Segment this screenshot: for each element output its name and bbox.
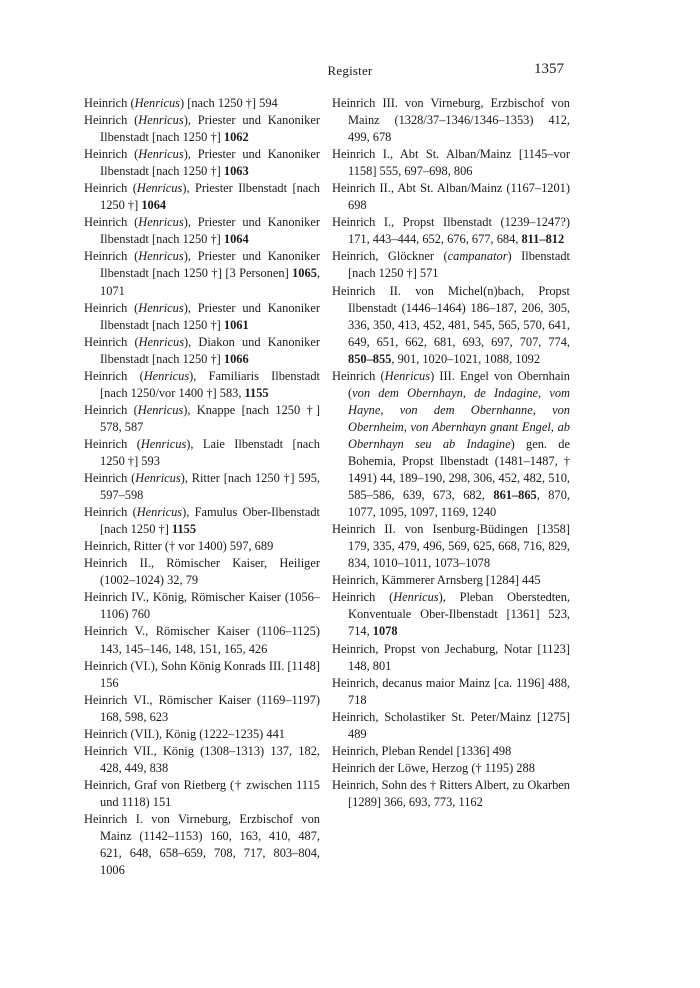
left-column xyxy=(84,95,320,879)
index-entry: Heinrich II. von Isenburg-Büdingen [1358] 179, 335, 479, 496, 569, 625, 668, 716, 829, 834, 1010–1011, 1073–1078 xyxy=(332,522,570,571)
index-entry: Heinrich (VII.), König (1222–1235) 441 xyxy=(84,726,285,741)
index-entry: Heinrich (Henricus), Priester und Kanoniker Ilbenstadt [nach 1250 †] [3 Personen] 1065, 1071 xyxy=(84,249,321,298)
bold-reference: 1065 xyxy=(292,266,317,281)
index-entry: Heinrich V., Römischer Kaiser (1106–1125) 143, 145–146, 148, 151, 165, 426 xyxy=(84,624,320,656)
index-entry: Heinrich, Glöckner (campanator) Ilbenstadt [nach 1250 †] 571 xyxy=(332,249,570,281)
italic-term: Henricus xyxy=(134,96,181,110)
index-entry: Heinrich (VI.), Sohn König Konrads III. [1148] 156 xyxy=(84,658,320,690)
bold-reference: 1061 xyxy=(223,317,249,332)
bold-reference: 861–865 xyxy=(493,488,537,503)
index-entry: Heinrich (Henricus), Pleban Oberstedten, Konventuale Ober-Ilbenstadt [1361] 523, 714, 1078 xyxy=(332,590,570,639)
index-entry: Heinrich, Pleban Rendel [1336] 498 xyxy=(332,743,512,758)
index-entry: Heinrich VII., König (1308–1313) 137, 182, 428, 449, 838 xyxy=(84,743,320,775)
index-entry: Heinrich (Henricus), Priester Ilbenstadt [nach 1250 †] 1064 xyxy=(84,181,320,213)
italic-term: von dem Obernhayn, de Indagine, vom Hayne, von dem Obernhanne, von Obernheim, von Abernhayn gnant Engel, ab Obernhayn seu ab Indagine xyxy=(348,385,570,451)
index-entry: Heinrich (Henricus), Priester und Kanoniker Ilbenstadt [nach 1250 †] 1064 xyxy=(84,215,321,247)
italic-term: Henricus xyxy=(138,113,184,128)
italic-term: Henricus xyxy=(393,590,439,605)
bold-reference: 850–855 xyxy=(348,351,392,366)
italic-term: Henricus xyxy=(138,334,185,349)
bold-reference: 1062 xyxy=(223,130,249,145)
italic-term: Henricus xyxy=(140,436,187,451)
bold-reference: 1078 xyxy=(372,624,398,639)
index-entry: Heinrich IV., König, Römischer Kaiser (1056–1106) 760 xyxy=(84,590,320,622)
index-entry: Heinrich I., Propst Ilbenstadt (1239–1247?) 171, 443–444, 652, 676, 677, 684, 811–812 xyxy=(332,215,570,247)
index-entry: Heinrich (Henricus), Knappe [nach 1250 †] 578, 587 xyxy=(84,402,320,434)
index-entry: Heinrich der Löwe, Herzog († 1195) 288 xyxy=(332,760,535,775)
index-entry: Heinrich, decanus maior Mainz [ca. 1196] 488, 718 xyxy=(332,675,570,707)
index-entry: Heinrich (Henricus), Diakon und Kanoniker Ilbenstadt [nach 1250 †] 1066 xyxy=(84,334,320,366)
index-entry: Heinrich, Graf von Rietberg († zwischen 1115 und 1118) 151 xyxy=(84,777,320,809)
bold-reference: 1155 xyxy=(244,385,269,400)
index-entry: Heinrich VI., Römischer Kaiser (1169–1197) 168, 598, 623 xyxy=(84,692,320,724)
right-column xyxy=(332,95,570,811)
index-entry: Heinrich (Henricus), Famulus Ober-Ilbenstadt [nach 1250 †] 1155 xyxy=(84,505,320,537)
bold-reference: 1064 xyxy=(141,198,167,213)
index-entry: Heinrich I. von Virneburg, Erzbischof von Mainz (1142–1153) 160, 163, 410, 487, 621, 648, 658–659, 708, 717, 803–804, 1006 xyxy=(84,811,320,878)
index-entry: Heinrich (Henricus), Priester und Kanoniker Ilbenstadt [nach 1250 †] 1061 xyxy=(84,300,321,332)
italic-term: Henricus xyxy=(138,147,184,162)
bold-reference: 1063 xyxy=(223,164,249,179)
index-entry: Heinrich, Scholastiker St. Peter/Mainz [1275] 489 xyxy=(332,709,570,741)
index-entry: Heinrich II., Abt St. Alban/Mainz (1167–1201) 698 xyxy=(332,181,570,213)
italic-term: Henricus xyxy=(136,505,183,520)
italic-term: Henricus xyxy=(136,181,183,196)
index-entry: Heinrich (Henricus), Ritter [nach 1250 †] 595, 597–598 xyxy=(84,471,321,503)
italic-term: Henricus xyxy=(143,368,190,383)
running-title: Register xyxy=(327,63,373,78)
page-number: 1357 xyxy=(534,61,564,77)
bold-reference: 1155 xyxy=(171,522,197,537)
italic-term: Henricus xyxy=(138,300,184,315)
index-entry: Heinrich, Kämmerer Arnsberg [1284] 445 xyxy=(332,573,541,588)
italic-term: Henricus xyxy=(138,215,184,230)
index-entry: Heinrich, Sohn des † Ritters Albert, zu Okarben [1289] 366, 693, 773, 1162 xyxy=(332,777,570,809)
bold-reference: 1064 xyxy=(223,232,249,247)
italic-term: Henricus xyxy=(135,471,181,486)
italic-term: Henricus xyxy=(138,249,184,264)
index-entry: Heinrich II., Römischer Kaiser, Heiliger (1002–1024) 32, 79 xyxy=(84,556,320,588)
index-entry: Heinrich II. von Michel(n)bach, Propst Ilbenstadt (1446–1464) 186–187, 206, 305, 336, 350, 413, 452, 481, 545, 565, 570, 641, 649, 651, 662, 681, 693, 697, 707, 774, 850–855, 901, 1020–1021, 1088, 1092 xyxy=(332,283,570,366)
index-entry: Heinrich (Henricus), Priester und Kanoniker Ilbenstadt [nach 1250 †] 1062 xyxy=(84,113,321,145)
index-entry: Heinrich (Henricus) III. Engel von Obernhain (von dem Obernhayn, de Indagine, vom Hayne, von dem Obernhanne, von Obernheim, von Abernhayn gnant Engel, ab Obernhayn seu ab Indagine) gen. de Bohemia, Propst Ilbenstadt (1481–1487, † 1491) 44, 189–190, 298, 306, 452, 482, 510, 585–586, 639, 673, 682, 861–865, 870, 1077, 1095, 1097, 1169, 1240 xyxy=(332,368,571,520)
index-entry: Heinrich III. von Virneburg, Erzbischof von Mainz (1328/37–1346/1346–1353) 412, 499, 678 xyxy=(332,96,570,145)
index-entry: Heinrich (Henricus) [nach 1250 †] 594 xyxy=(84,96,278,110)
index-entry: Heinrich (Henricus), Familiaris Ilbenstadt [nach 1250/vor 1400 †] 583, 1155 xyxy=(84,368,321,400)
index-entry: Heinrich (Henricus), Priester und Kanoniker Ilbenstadt [nach 1250 †] 1063 xyxy=(84,147,321,179)
index-entry: Heinrich (Henricus), Laie Ilbenstadt [nach 1250 †] 593 xyxy=(84,436,320,468)
italic-term: Henricus xyxy=(137,402,184,417)
index-entry: Heinrich I., Abt St. Alban/Mainz [1145–vor 1158] 555, 697–698, 806 xyxy=(332,147,570,179)
index-entry: Heinrich, Ritter († vor 1400) 597, 689 xyxy=(84,539,274,554)
italic-term: campanator xyxy=(447,249,508,264)
bold-reference: 811–812 xyxy=(521,232,565,247)
bold-reference: 1066 xyxy=(223,351,249,366)
index-entry: Heinrich, Propst von Jechaburg, Notar [1123] 148, 801 xyxy=(332,641,570,673)
italic-term: Henricus xyxy=(384,368,431,383)
